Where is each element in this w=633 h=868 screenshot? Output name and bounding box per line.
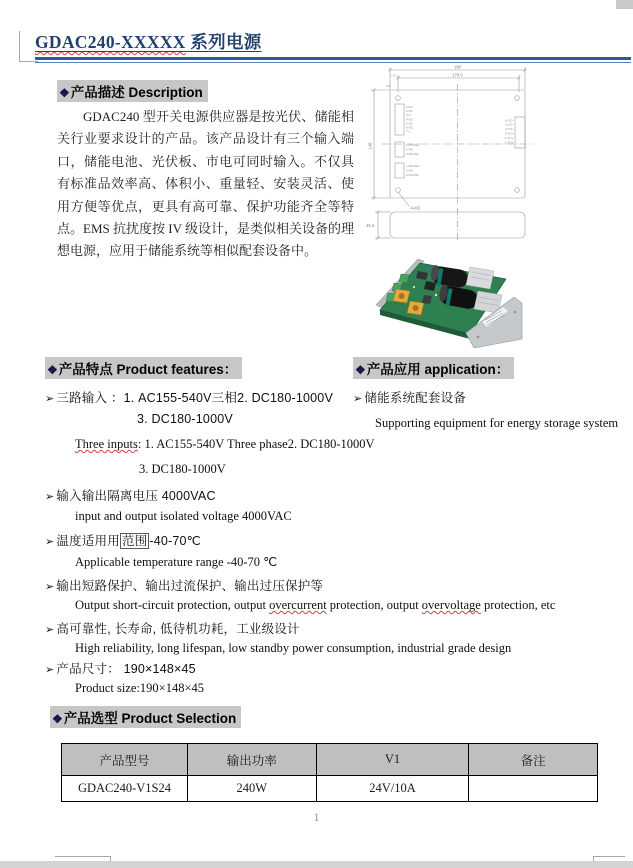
page-number: 1 xyxy=(313,810,320,824)
feature-text: 3. DC180-1000V xyxy=(137,412,233,426)
misspelled-word: overvoltage xyxy=(421,598,481,612)
arrow-bullet-icon: ➢ xyxy=(45,664,55,676)
feature-text-en: 3. DC180-1000V xyxy=(139,462,226,476)
pin-label: 2:VO+ xyxy=(504,135,514,140)
diamond-icon: ❖ xyxy=(47,363,58,377)
title-suffix: 系列电源 xyxy=(185,32,262,52)
pin-label: 2:NC xyxy=(406,147,414,152)
pin-label: 4:VO- xyxy=(505,127,514,132)
product-photo xyxy=(366,233,528,348)
page-title xyxy=(35,29,262,54)
description-paragraph: GDAC240 型开关电源供应器是按光伏、储能相关行业要求设计的产品。该产品设计有三个输入端口，储能电池、光伏板、市电可同时输入。不仅具有标准品效率高、体积小、重量轻、安装灵活、使用方便等优点，更具有高可靠、保护功能齐全等特点。EMS 抗扰度按 IV 级设计，是类似相关设备的理想电源，应用于储能系统等相似配套设备中。 xyxy=(57,109,354,259)
feature-text: 输出短路保护、输出过流保护、输出过压保护等 xyxy=(56,579,324,593)
feature-text-en: Product size:190×148×45 xyxy=(75,681,205,695)
diamond-icon: ❖ xyxy=(52,712,63,726)
col-header-remark: 备注 xyxy=(469,744,598,776)
feature-text-en: Output short-circuit protection, output overcurrent protection, output overvoltage protection, etc xyxy=(75,598,556,612)
heading-en: Product features： xyxy=(112,362,238,377)
feature-item xyxy=(45,659,196,677)
feature-text: 三路输入 ：1. AC155-540V三相2. DC180-1000V xyxy=(56,391,333,405)
feature-item xyxy=(45,576,323,594)
dim-label-small: 7.0 xyxy=(391,73,396,78)
heading-en: application： xyxy=(420,362,510,377)
col-header-model: 产品型号 xyxy=(62,744,188,776)
table-header-row xyxy=(62,744,598,776)
feature-text-en: High reliability, long lifespan, low standby power consumption, industrial grade design xyxy=(75,641,512,655)
pin-label: 7:C xyxy=(406,129,411,134)
dim-label-width: 190 xyxy=(454,64,461,70)
arrow-bullet-icon: ➢ xyxy=(45,491,55,503)
header-margin-mark xyxy=(19,31,20,62)
feature-text-en: Applicable temperature range -40-70 ℃ xyxy=(75,555,278,569)
window-corner-artifact xyxy=(616,0,633,9)
diamond-icon: ❖ xyxy=(355,363,366,377)
footer-margin-mark xyxy=(55,856,110,857)
col-header-v1: V1 xyxy=(316,744,469,776)
misspelled-word: overcurrent xyxy=(269,598,327,612)
pin-label: 6:NC xyxy=(406,125,414,130)
feature-item xyxy=(45,619,300,637)
arrow-bullet-icon: ➢ xyxy=(45,581,55,593)
feature-item: ➢ 温度适用用 范围 -40-70℃ xyxy=(45,534,201,548)
title-model-code: GDAC240-XXXXX xyxy=(35,32,186,52)
feature-text: 产品尺寸： 190×148×45 xyxy=(56,662,196,676)
dim-label-corner: 4.5 xyxy=(386,84,391,88)
feature-item xyxy=(45,388,333,406)
section-heading-application xyxy=(353,357,514,379)
pin-label: 3:A xyxy=(406,113,411,118)
dim-label-height: 148 xyxy=(367,142,373,150)
cell-model: GDAC240-V1S24 xyxy=(62,776,188,802)
application-item xyxy=(353,388,466,406)
heading-en: Description xyxy=(124,85,203,100)
feature-text: 输入输出隔离电压 4000VAC xyxy=(56,489,216,503)
col-header-power: 输出功率 xyxy=(187,744,316,776)
pin-label: 4:NC xyxy=(406,117,414,122)
pin-label: 6:VO- xyxy=(505,118,514,123)
pin-label: 1:FG xyxy=(406,105,413,109)
grammar-boxed-word: 范围 xyxy=(121,534,148,548)
arrow-bullet-icon: ➢ xyxy=(45,536,55,548)
arrow-bullet-icon: ➢ xyxy=(45,393,55,405)
heading-cn: 产品特点 xyxy=(58,362,113,377)
heading-cn: 产品描述 xyxy=(70,85,125,100)
table-row xyxy=(62,776,598,802)
section-heading-selection xyxy=(50,706,241,728)
heading-cn: 产品选型 xyxy=(63,711,118,726)
pin-label: 1:DC180+ xyxy=(406,143,421,148)
feature-text-en: Three inputs: 1. AC155-540V Three phase2. DC180-1000V xyxy=(75,437,375,451)
diamond-icon: ❖ xyxy=(59,86,70,100)
feature-text-en: input and output isolated voltage 4000VAC xyxy=(75,509,292,523)
product-selection-table xyxy=(61,743,598,802)
application-text: 储能系统配套设备 xyxy=(364,391,467,405)
arrow-bullet-icon: ➢ xyxy=(45,624,55,636)
dimension-drawing xyxy=(362,60,618,242)
cell-v1: 24V/10A xyxy=(316,776,469,802)
page-bottom-edge xyxy=(0,861,633,868)
pin-label: 2:AC xyxy=(406,109,413,114)
cell-remark xyxy=(469,776,598,802)
pin-label: 2:NC xyxy=(406,168,414,173)
misspelled-word: Three inputs xyxy=(75,437,138,451)
pin-label: 1:DC180+ xyxy=(406,164,421,169)
pin-label: 1:VO+ xyxy=(504,140,514,145)
cell-power: 240W xyxy=(187,776,316,802)
pin-label: 3:DC180- xyxy=(406,152,420,157)
pin-label: 5:LB xyxy=(406,121,413,126)
arrow-bullet-icon: ➢ xyxy=(353,393,363,405)
pin-label: 5:VO- xyxy=(505,122,514,127)
heading-cn: 产品应用 xyxy=(366,362,421,377)
section-heading-features xyxy=(45,357,242,379)
footer-margin-mark xyxy=(593,856,625,857)
pin-label: 3:VO+ xyxy=(504,131,514,136)
application-text-en: Supporting equipment for energy storage system xyxy=(375,416,619,430)
feature-item xyxy=(45,486,216,504)
hole-note-label: 4-M3 xyxy=(410,205,421,211)
heading-en: Product Selection xyxy=(117,711,237,726)
section-heading-description xyxy=(57,80,208,102)
pin-label: 3:DC180- xyxy=(406,173,420,178)
dim-label-side-height: 45.4 xyxy=(366,223,375,228)
feature-text: 高可靠性, 长寿命, 低待机功耗，工业级设计 xyxy=(56,622,300,636)
dim-label-width-inner: 170.0 xyxy=(452,72,463,78)
